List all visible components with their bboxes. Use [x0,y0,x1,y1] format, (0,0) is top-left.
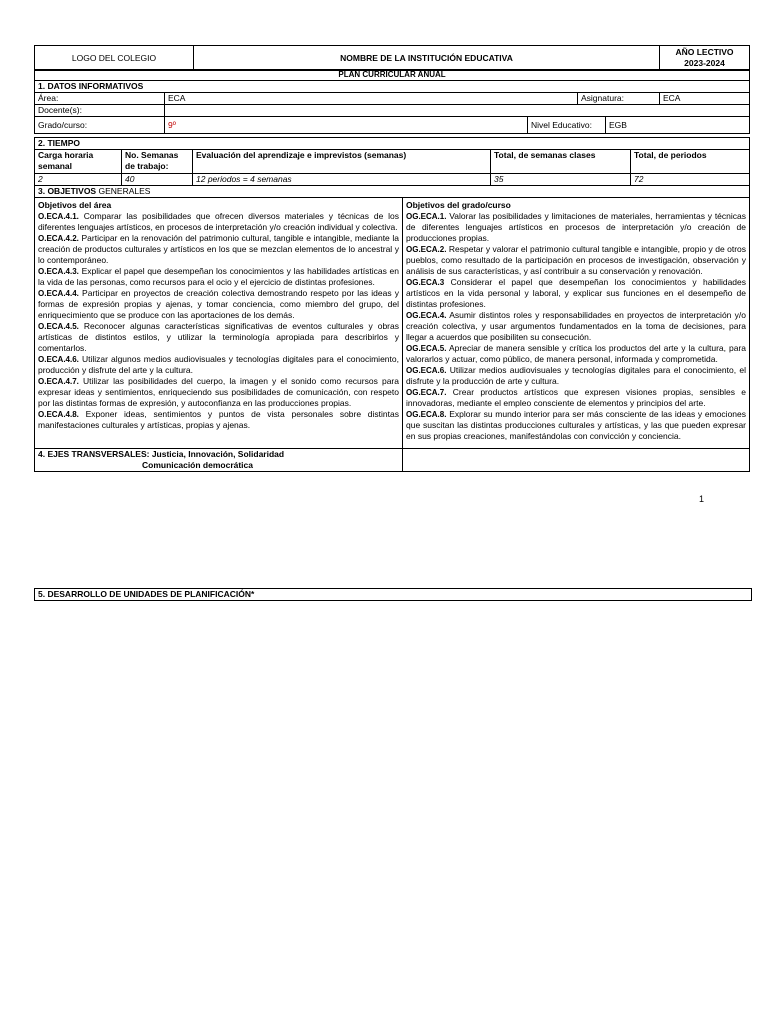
institution-name: NOMBRE DE LA INSTITUCIÓN EDUCATIVA [194,46,660,71]
objetivos-title-bold: 3. OBJETIVOS [38,186,97,196]
header-semanas: No. Semanas de trabajo: [122,150,193,174]
objetivos-grado-header: Objetivos del grado/curso [406,200,511,210]
objetivo-area-text: Utilizar las posibilidades del cuerpo, la imagen y el sonido como recursos para expresar ideas y sentimientos, enriqueciendo sus posibilidades de comunicación, con respeto por las distintas formas de expresión, y autoconfianza en las producciones propias. [38,376,399,408]
objetivo-area-text: Exponer ideas, sentimientos y puntos de vista personales sobre distintas manifestaciones culturales y artísticas, propias y ajenas. [38,409,399,430]
objetivo-grado-item [406,365,746,387]
objetivo-grado-item [406,211,746,244]
ejes-line-1: 4. EJES TRANSVERSALES: Justicia, Innovación, Solidaridad [38,449,285,459]
objetivo-grado-item [406,277,746,310]
objetivo-area-code: O.ECA.4.3. [38,267,79,276]
header-table [34,45,750,71]
header-evaluacion: Evaluación del aprendizaje e imprevistos (semanas) [193,150,491,174]
objetivo-area-text: Utilizar algunos medios audiovisuales y tecnologías digitales para el conocimiento, producción y disfrute del arte y la cultura. [38,354,399,375]
objetivo-area-item [38,321,399,354]
objetivos-area [35,198,403,449]
school-year [660,46,750,71]
logo-label: LOGO DEL COLEGIO [71,52,157,63]
header-total-periodos: Total, de periodos [631,150,750,174]
ejes-empty-cell [403,449,750,472]
datos-table [34,69,750,134]
objetivo-grado-text: Valorar las posibilidades y limitaciones de materiales, herramientas y técnicas de diferentes lenguajes artísticos en procesos de interpretación y/o creación de producciones propias. [406,211,747,243]
objetivo-grado-item [406,310,746,343]
ejes-transversales [35,449,403,472]
nivel-value: EGB [606,117,750,134]
objetivo-grado-code: OG.ECA.4. [406,311,447,320]
section-5-title: 5. DESARROLLO DE UNIDADES DE PLANIFICACIÓN* [34,588,752,601]
docente-value [165,105,750,117]
objetivo-grado-text: Respetar y valorar el patrimonio cultural tangible e intangible, propio y de otros pueblos, como resultado de la participación en procesos de investigación, observación y análisis de sus características, y así contribuir a su conservación y renovación. [406,244,747,276]
objetivo-grado-text: Asumir distintos roles y responsabilidades en proyectos de interpretación y/o creación colectiva, y usar argumentos fundamentados en la toma de decisiones, para llegar a acuerdos que posibiliten su consecución. [406,310,747,342]
grado-label: Grado/curso: [35,117,165,134]
objetivo-grado-text: Utilizar medios audiovisuales y tecnologías digitales para el conocimiento, el disfrute y la producción de arte y cultura. [406,365,747,386]
value-total-semanas: 35 [491,174,631,186]
objetivo-grado-code: OG.ECA.7. [406,388,447,397]
value-evaluacion: 12 periodos = 4 semanas [193,174,491,186]
objetivo-grado-item [406,244,746,277]
objetivo-grado-code: OG.ECA.1. [406,212,447,221]
ejes-line-2: Comunicación democrática [142,460,254,470]
objetivos-area-list [38,211,399,431]
objetivo-grado-code: OG.ECA.5. [406,344,447,353]
value-semanas: 40 [122,174,193,186]
objetivo-area-item [38,354,399,376]
objetivo-area-text: Reconocer algunas características significativas de eventos culturales y obras artísticas de distintos estilos, y utilizar la terminología apropiada para describirlos y comentarlos. [38,321,399,353]
grado-value: 9º [165,117,528,134]
tiempo-table [34,137,750,186]
objetivo-area-text: Comparar las posibilidades que ofrecen diversos materiales y técnicas de los diferentes lenguajes artísticos, en procesos de interpretación y/o creación individual y colectiva. [38,211,399,232]
objetivo-area-item [38,233,399,266]
section-objetivos-title [35,186,750,198]
objetivo-area-code: O.ECA.4.6. [38,355,79,364]
objetivo-area-item [38,288,399,321]
objetivo-grado-code: OG.ECA.3 [406,278,445,287]
objetivo-area-text: Participar en la renovación del patrimonio cultural, tangible e intangible, mediante la creación de productos culturales y artísticos en los que se mezclan elementos de lo ancestral y lo contemporáneo. [38,233,399,265]
value-total-periodos: 72 [631,174,750,186]
objetivo-grado-code: OG.ECA.8. [406,410,447,419]
objetivo-grado-text: Apreciar de manera sensible y crítica los productos del arte y la cultura, para valorarlos y actuar, como público, de manera personal, informada y comprometida. [406,343,747,364]
objetivo-grado-code: OG.ECA.2. [406,245,447,254]
objetivos-table [34,185,750,472]
page-number: 1 [699,494,705,504]
objetivo-area-code: O.ECA.4.2. [38,234,79,243]
objetivo-grado-text: Crear productos artísticos que expresen visiones propias, sensibles e innovadoras, mediante el empleo consciente de elementos y principios del arte. [406,387,747,408]
objetivo-area-code: O.ECA.4.5. [38,322,79,331]
objetivos-area-header: Objetivos del área [38,200,112,210]
objetivo-area-code: O.ECA.4.4. [38,289,79,298]
asignatura-label: Asignatura: [578,93,660,105]
nivel-label: Nivel Educativo: [528,117,606,134]
logo-placeholder [35,46,194,71]
plan-title: PLAN CURRICULAR ANUAL [35,70,750,81]
header-carga-horaria: Carga horaria semanal [35,150,122,174]
section-datos-title: 1. DATOS INFORMATIVOS [35,81,750,93]
docente-label: Docente(s): [35,105,165,117]
objetivo-grado-item [406,387,746,409]
asignatura-value: ECA [660,93,750,105]
area-value: ECA [165,93,578,105]
objetivo-area-code: O.ECA.4.7. [38,377,79,386]
objetivo-area-item [38,211,399,233]
objetivos-grado-list [406,211,746,442]
header-total-semanas: Total, de semanas clases [491,150,631,174]
objetivo-area-item [38,409,399,431]
objetivo-grado-code: OG.ECA.6. [406,366,447,375]
objetivo-grado-item [406,409,746,442]
value-carga-horaria: 2 [35,174,122,186]
objetivo-area-text: Explicar el papel que desempeñan los conocimientos y las habilidades artísticas en la vida de las personas, como recursos para el ocio y el ejercicio de distintas profesiones. [38,266,399,287]
section-tiempo-title: 2. TIEMPO [35,138,750,150]
year-label: AÑO LECTIVO [675,47,734,57]
objetivos-grado [403,198,750,449]
area-label: Área: [35,93,165,105]
objetivo-area-code: O.ECA.4.8. [38,410,79,419]
objetivo-grado-text: Explorar su mundo interior para ser más consciente de las ideas y emociones que suscitan las distintas producciones culturales y artísticas, y las que pueden expresar en sus propias creaciones, manifestándolas con convicción y conciencia. [406,409,747,441]
objetivo-grado-text: Considerar el papel que desempeñan los conocimientos y habilidades artísticos en la vida personal y laboral, y explicar sus funciones en el desempeño de distintas profesiones. [406,277,747,309]
objetivo-area-item [38,266,399,288]
objetivo-area-item [38,376,399,409]
objetivo-area-code: O.ECA.4.1. [38,212,79,221]
objetivo-grado-item [406,343,746,365]
objetivo-area-text: Participar en proyectos de creación colectiva demostrando respeto por las ideas y formas de expresión propias y ajenas, y tomar conciencia, como miembro del grupo, del enriquecimiento que se produce con las aportaciones de los demás. [38,288,399,320]
year-value: 2023-2024 [684,58,725,68]
objetivos-title-rest: GENERALES [98,186,151,196]
